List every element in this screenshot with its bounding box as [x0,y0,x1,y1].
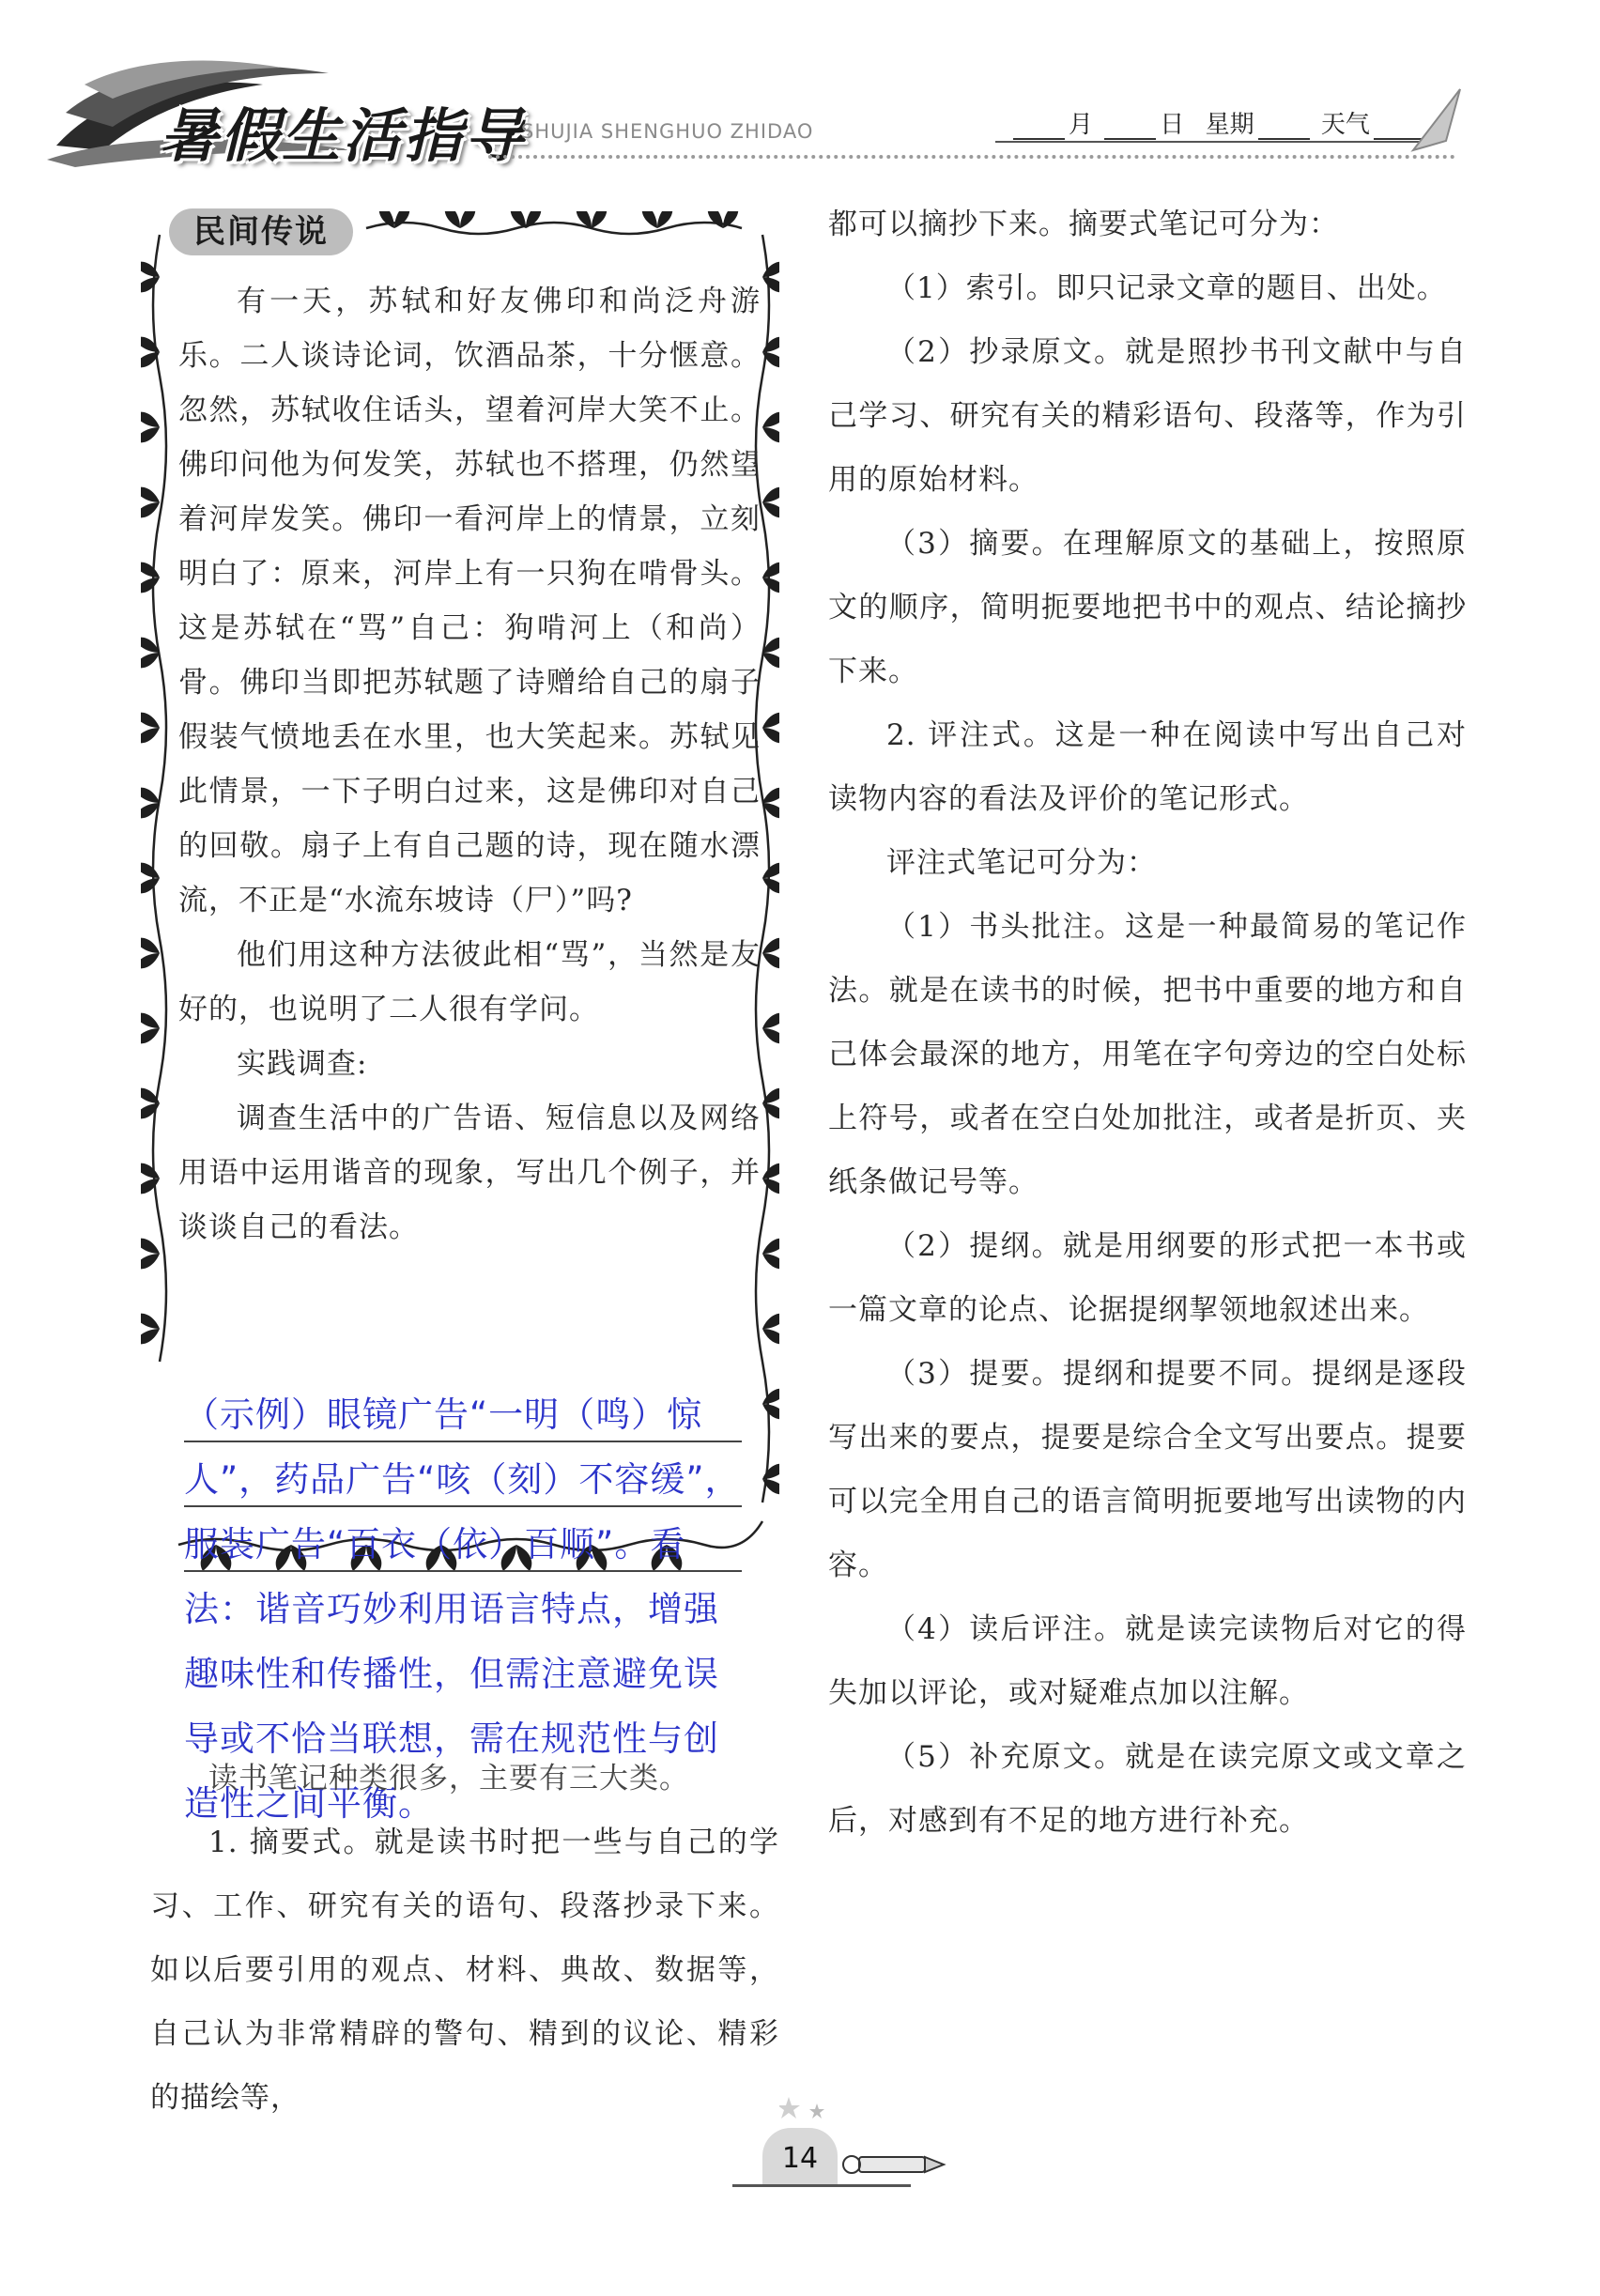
date-bar [1009,105,1451,140]
practice-question: 调查生活中的广告语、短信息以及网络用语中运用谐音的现象，写出几个例子，并谈谈自己的看法。 [178,1102,761,1244]
story-paragraph-2: 他们用这种方法彼此相“骂”，当然是友好的，也说明了二人很有学问。 [178,938,761,1026]
notes-types-sentence: 读书笔记种类很多，主要有三大类。 [208,1762,689,1795]
right-column-text [828,193,1467,1853]
week-label: 星期 [1205,111,1254,139]
story-text [178,274,761,1255]
right-paragraph-8: （2）提纲。就是用纲要的形式把一本书或一篇文章的论点、论据提纲挈领地叙述出来。 [828,1229,1467,1327]
right-paragraph-2: （1）索引。即只记录文章的题目、出处。 [886,271,1447,305]
footer-rule [732,2184,911,2187]
page-header [0,0,1600,188]
right-paragraph-11: （5）补充原文。就是在读完原文或文章之后，对感到有不足的地方进行补充。 [828,1740,1467,1838]
weather-label: 天气 [1320,111,1370,139]
right-paragraph-5: 2. 评注式。这是一种在阅读中写出自己对读物内容的看法及评价的笔记形式。 [828,718,1467,816]
right-paragraph-10: （4）读后评注。就是读完读物后对它的得失加以评论，或对疑难点加以注解。 [828,1612,1467,1710]
pencil-icon [840,2146,953,2183]
week-blank [1258,119,1310,140]
right-paragraph-6: 评注式笔记可分为： [886,846,1157,880]
practice-heading: 实践调查: [237,1047,368,1081]
page-number: 14 [762,2128,838,2184]
month-blank [1013,119,1065,140]
excerpt-style-paragraph: 1. 摘要式。就是读书时把一些与自己的学习、工作、研究有关的语句、段落抄录下来。如以后要引用的观点、材料、典故、数据等，自己认为非常精辟的警句、精到的议论、精彩的描绘等， [150,1826,779,2115]
header-dotted-line [488,155,1455,159]
handwritten-answer: （示例）眼镜广告“一明（鸣）惊人”，药品广告“咳（刻）不容缓”，服装广告“百衣（依）百顺”。看法：谐音巧妙利用语言特点，增强趣味性和传播性，但需注意避免误导或不恰当联想，需在规范性与创造性之间平衡。 [184,1395,741,1824]
reading-notes-intro [150,1747,779,2130]
day-blank [1104,119,1156,140]
header-title: 暑假生活指导 [160,101,527,170]
right-paragraph-3: （2）抄录原文。就是照抄书刊文献中与自己学习、研究有关的精彩语句、段落等，作为引用的原始材料。 [828,335,1467,497]
header-corner-flourish [1408,85,1465,160]
footer-stars-icon [779,2092,845,2130]
header-pinyin: SHUJIA SHENGHUO ZHIDAO [521,120,814,143]
right-paragraph-1: 都可以摘抄下来。摘要式笔记可分为： [828,208,1339,241]
day-label: 日 [1160,111,1185,139]
right-paragraph-7: （1）书头批注。这是一种最简易的笔记作法。就是在读书的时候，把书中重要的地方和自己体会最深的地方，用笔在字句旁边的空白处标上符号，或者在空白处加批注，或者是折页、夹纸条做记号等。 [828,910,1467,1199]
header-rule [995,141,1427,143]
right-paragraph-4: （3）摘要。在理解原文的基础上，按照原文的顺序，简明扼要地把书中的观点、结论摘抄下来。 [828,527,1467,688]
story-paragraph-1: 有一天，苏轼和好友佛印和尚泛舟游乐。二人谈诗论词，饮酒品茶，十分惬意。忽然，苏轼收住话头，望着河岸大笑不止。佛印问他为何发笑，苏轼也不搭理，仍然望着河岸发笑。佛印一看河岸上的情景，立刻明白了：原来，河岸上有一只狗在啃骨头。这是苏轼在“骂”自己：狗啃河上（和尚）骨。佛印当即把苏轼题了诗赠给自己的扇子假装气愤地丢在水里，也大笑起来。苏轼见此情景，一下子明白过来，这是佛印对自己的回敬。扇子上有自己题的诗，现在随水漂流，不正是“水流东坡诗（尸）”吗? [178,285,761,917]
month-label: 月 [1069,111,1094,139]
right-paragraph-9: （3）提要。提纲和提要不同。提纲是逐段写出来的要点，提要是综合全文写出要点。提要可以完全用自己的语言简明扼要地写出读物的内容。 [828,1357,1467,1582]
section-tag-folk-legend: 民间传说 [169,208,353,255]
